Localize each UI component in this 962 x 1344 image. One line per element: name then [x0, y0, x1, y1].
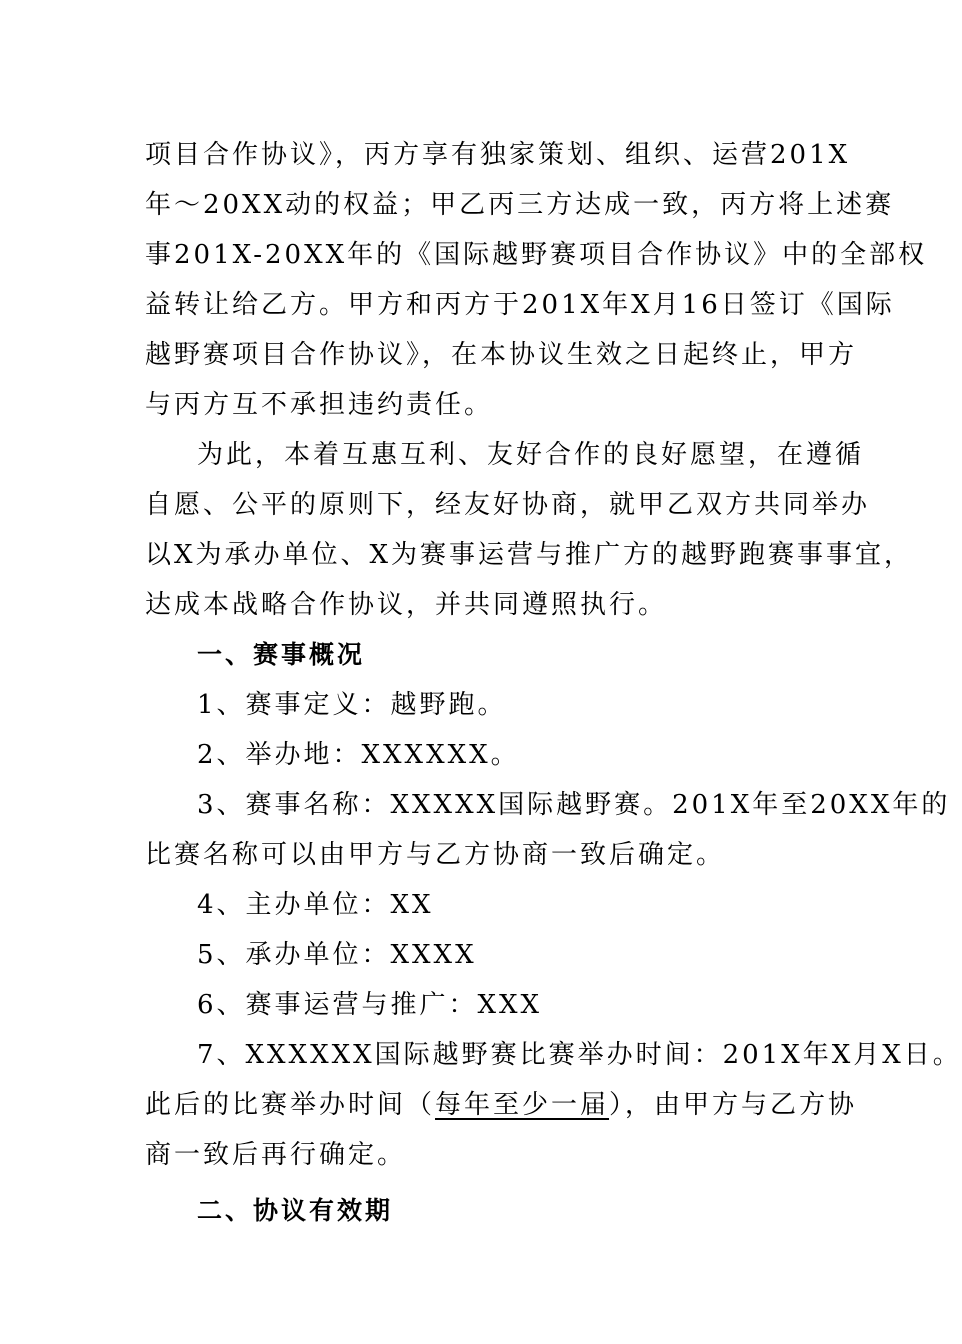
- item-7-text-before: 此后的比赛举办时间（: [145, 1090, 436, 1120]
- paragraph-intro-line-4: 益转让给乙方。甲方和丙方于201X年X月16日签订《国际: [145, 290, 895, 320]
- section-1-item-3-line-2: 比赛名称可以由甲方与乙方协商一致后确定。: [145, 840, 726, 870]
- section-1-item-5: 5、承办单位：XXXX: [197, 940, 477, 970]
- paragraph-intro-line-5: 越野赛项目合作协议》，在本协议生效之日起终止，甲方: [145, 340, 858, 370]
- section-1-heading: 一、赛事概况: [197, 640, 366, 669]
- paragraph-intro-line-1: 项目合作协议》，丙方享有独家策划、组织、运营201X: [145, 140, 851, 170]
- paragraph-intro-line-3: 事201X-20XX年的《国际越野赛项目合作协议》中的全部权: [145, 240, 928, 270]
- paragraph-intro-line-6: 与丙方互不承担违约责任。: [145, 390, 494, 420]
- underlined-frequency-text: 每年至少一届: [435, 1090, 610, 1120]
- section-1-item-3-line-1: 3、赛事名称：XXXXX国际越野赛。201X年至20XX年的: [197, 790, 951, 820]
- section-1-item-7-line-3: 商一致后再行确定。: [145, 1140, 407, 1170]
- paragraph-intro-line-2: 年～20XX动的权益；甲乙丙三方达成一致，丙方将上述赛: [145, 190, 895, 220]
- document-page: [145, 130, 962, 1236]
- section-1-item-7-line-1: 7、XXXXXX国际越野赛比赛举办时间：201X年X月X日。: [197, 1040, 962, 1070]
- section-1-item-1: 1、赛事定义：越野跑。: [197, 690, 507, 720]
- paragraph-purpose-line-3: 以X为承办单位、X为赛事运营与推广方的越野跑赛事事宜，: [145, 540, 914, 570]
- item-7-text-after: ），由甲方与乙方协: [609, 1090, 858, 1120]
- section-1-item-4: 4、主办单位：XX: [197, 890, 434, 920]
- paragraph-purpose-line-2: 自愿、公平的原则下，经友好协商，就甲乙双方共同举办: [145, 490, 871, 520]
- section-1-item-6: 6、赛事运营与推广：XXX: [197, 990, 543, 1020]
- section-1-item-7-line-2: [145, 1080, 858, 1130]
- paragraph-purpose-line-4: 达成本战略合作协议，并共同遵照执行。: [145, 590, 668, 620]
- paragraph-purpose-line-1: 为此，本着互惠互利、友好合作的良好愿望，在遵循: [197, 440, 865, 470]
- section-1-item-2: 2、举办地：XXXXXX。: [197, 740, 520, 770]
- section-2-heading: 二、协议有效期: [197, 1196, 394, 1225]
